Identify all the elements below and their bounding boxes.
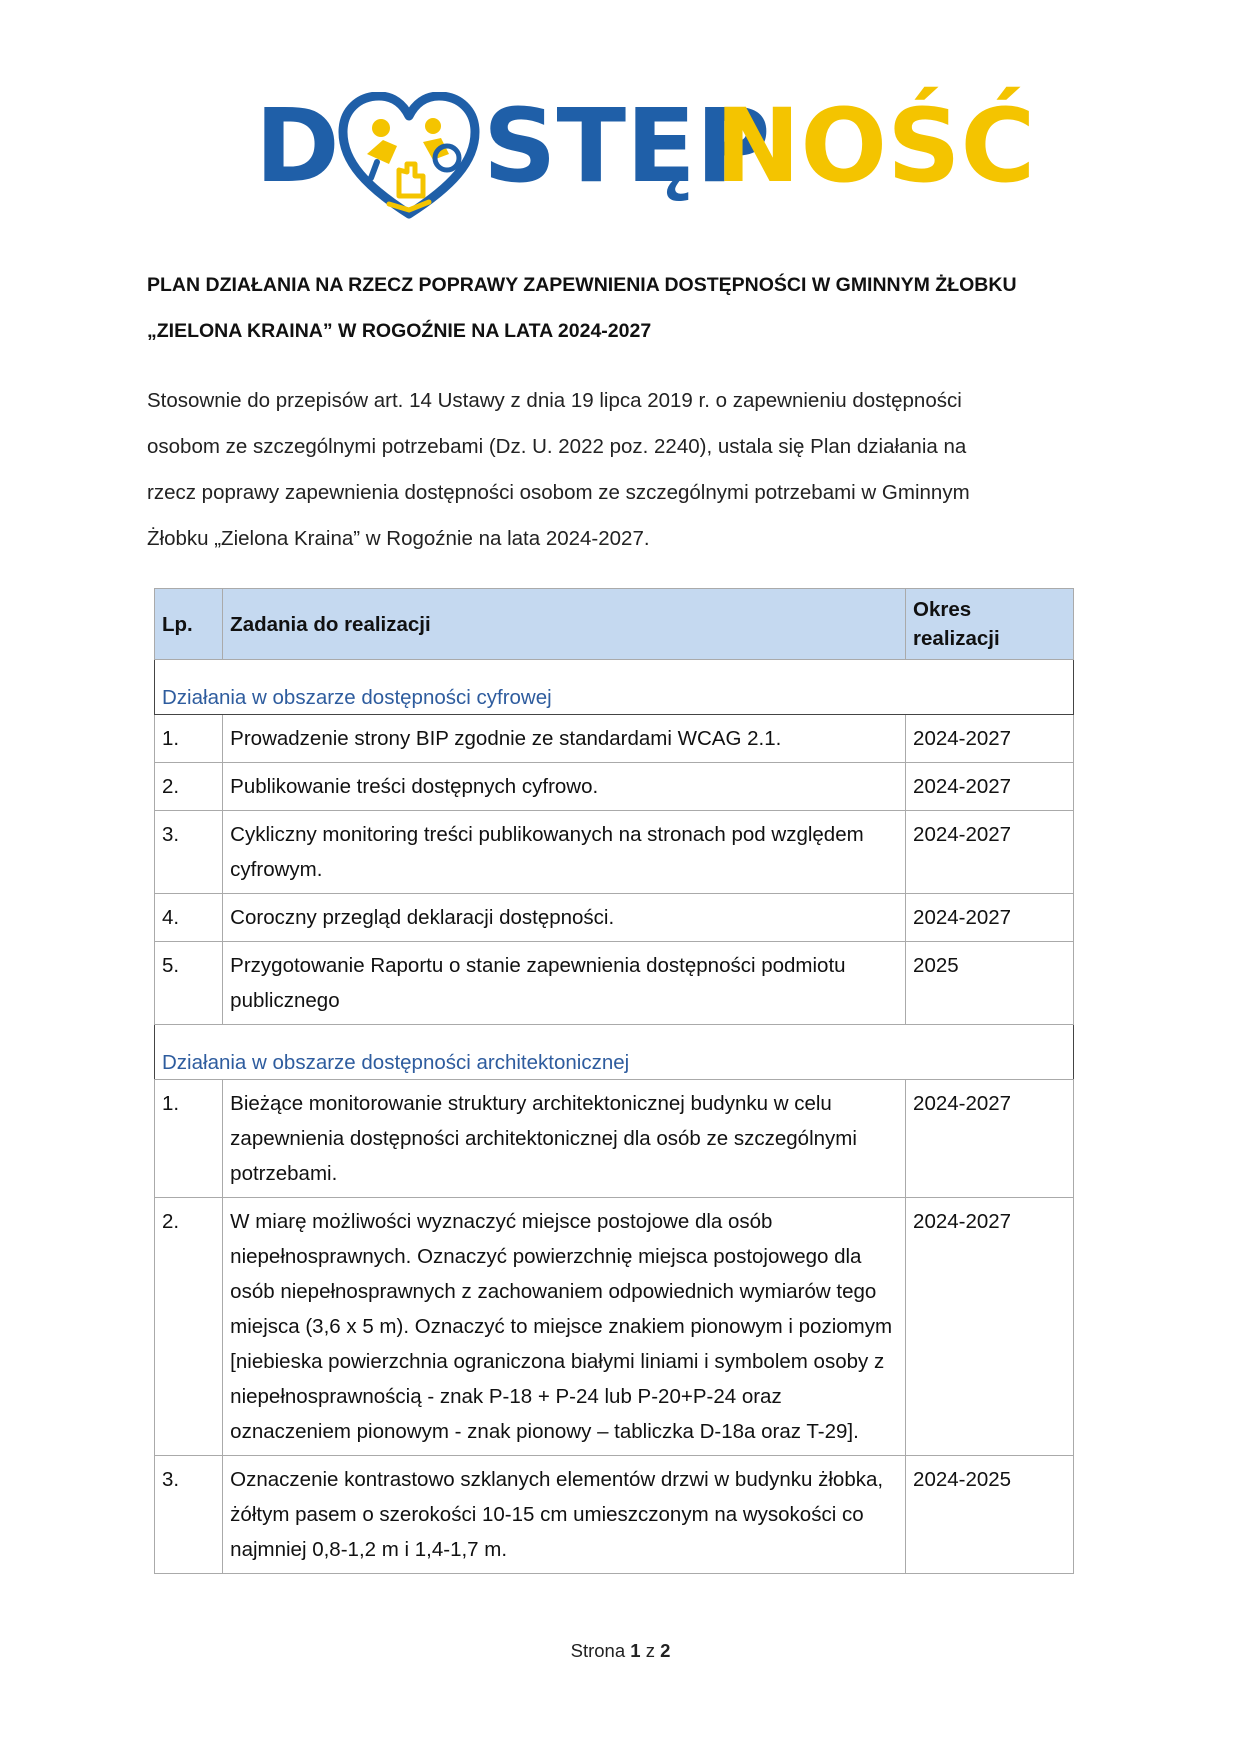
table-row bbox=[155, 1456, 1074, 1574]
logo-word-yellow: NOŚĆ bbox=[715, 87, 1036, 206]
cell-task: Przygotowanie Raportu o stanie zapewnienia dostępności podmiotu publicznego bbox=[223, 942, 906, 1025]
logo-word-blue: STĘP bbox=[483, 87, 771, 206]
title-line: „ZIELONA KRAINA” W ROGOŹNIE NA LATA 2024-2027 bbox=[147, 320, 652, 342]
cell-period: 2024-2027 bbox=[906, 1198, 1074, 1456]
cell-lp: 3. bbox=[155, 1456, 223, 1574]
footer-total-pages: 2 bbox=[660, 1640, 671, 1661]
heart-figures-icon bbox=[337, 92, 482, 222]
header-period-line: Okres bbox=[913, 598, 972, 621]
intro-line: rzecz poprawy zapewnienia dostępności osobom ze szczególnymi potrzebami w Gminnym bbox=[147, 481, 970, 504]
section-title: Działania w obszarze dostępności cyfrowej bbox=[155, 660, 1074, 715]
cell-lp: 2. bbox=[155, 763, 223, 811]
header-lp: Lp. bbox=[155, 589, 223, 660]
cell-period: 2025 bbox=[906, 942, 1074, 1025]
footer-prefix: Strona bbox=[570, 1640, 626, 1661]
cell-lp: 4. bbox=[155, 894, 223, 942]
cell-period: 2024-2027 bbox=[906, 715, 1074, 763]
cell-period: 2024-2027 bbox=[906, 894, 1074, 942]
header-period-line: realizacji bbox=[913, 627, 1000, 650]
section-row-digital bbox=[155, 660, 1074, 715]
intro-paragraph bbox=[147, 378, 1107, 562]
header-task: Zadania do realizacji bbox=[223, 589, 906, 660]
cell-task: Cykliczny monitoring treści publikowanych na stronach pod względem cyfrowym. bbox=[223, 811, 906, 894]
cell-task: W miarę możliwości wyznaczyć miejsce postojowe dla osób niepełnosprawnych. Oznaczyć powierzchnię miejsca postojowego dla osób niepełnosprawnych z zachowaniem odpowiednich wymiarów tego miejsca (3,6 x 5 m). Oznaczyć to miejsce znakiem pionowym i poziomym [niebieska powierzchnia ograniczona białymi liniami i symbolem osoby z niepełnosprawnością - znak P-18 + P-24 lub P-20+P-24 oraz oznaczeniem pionowym - znak pionowy – tabliczka D-18a oraz T-29]. bbox=[223, 1198, 906, 1456]
dostepnosc-logo bbox=[255, 87, 1036, 222]
cell-lp: 1. bbox=[155, 1080, 223, 1198]
logo-letter-d: D bbox=[255, 87, 340, 206]
table-row bbox=[155, 763, 1074, 811]
header-period bbox=[906, 589, 1074, 660]
table-row bbox=[155, 894, 1074, 942]
cell-task: Coroczny przegląd deklaracji dostępności. bbox=[223, 894, 906, 942]
intro-line: osobom ze szczególnymi potrzebami (Dz. U. 2022 poz. 2240), ustala się Plan działania na bbox=[147, 435, 967, 458]
table-row bbox=[155, 1080, 1074, 1198]
footer-page-number: 1 bbox=[630, 1640, 641, 1661]
plan-table bbox=[154, 588, 1074, 1574]
table-header-row bbox=[155, 589, 1074, 660]
cell-task: Publikowanie treści dostępnych cyfrowo. bbox=[223, 763, 906, 811]
table-row bbox=[155, 715, 1074, 763]
cell-period: 2024-2027 bbox=[906, 811, 1074, 894]
intro-line: Żłobku „Zielona Kraina” w Rogoźnie na lata 2024-2027. bbox=[147, 527, 650, 550]
cell-period: 2024-2027 bbox=[906, 1080, 1074, 1198]
cell-task: Bieżące monitorowanie struktury architektonicznej budynku w celu zapewnienia dostępności architektonicznej dla osób ze szczególnymi potrzebami. bbox=[223, 1080, 906, 1198]
table-row bbox=[155, 942, 1074, 1025]
cell-lp: 3. bbox=[155, 811, 223, 894]
intro-line: Stosownie do przepisów art. 14 Ustawy z dnia 19 lipca 2019 r. o zapewnieniu dostępności bbox=[147, 389, 962, 412]
footer-separator: z bbox=[645, 1640, 655, 1661]
section-title: Działania w obszarze dostępności architektonicznej bbox=[155, 1025, 1074, 1080]
table-row bbox=[155, 811, 1074, 894]
document-title bbox=[147, 262, 1107, 354]
page-footer bbox=[0, 1640, 1241, 1662]
cell-period: 2024-2027 bbox=[906, 763, 1074, 811]
cell-task: Oznaczenie kontrastowo szklanych elementów drzwi w budynku żłobka, żółtym pasem o szerokości 10-15 cm umieszczonym na wysokości co najmniej 0,8-1,2 m i 1,4-1,7 m. bbox=[223, 1456, 906, 1574]
cell-lp: 1. bbox=[155, 715, 223, 763]
title-line: PLAN DZIAŁANIA NA RZECZ POPRAWY ZAPEWNIENIA DOSTĘPNOŚCI W GMINNYM ŻŁOBKU bbox=[147, 274, 1017, 296]
cell-period: 2024-2025 bbox=[906, 1456, 1074, 1574]
cell-task: Prowadzenie strony BIP zgodnie ze standardami WCAG 2.1. bbox=[223, 715, 906, 763]
cell-lp: 5. bbox=[155, 942, 223, 1025]
section-row-architecture bbox=[155, 1025, 1074, 1080]
cell-lp: 2. bbox=[155, 1198, 223, 1456]
table-row bbox=[155, 1198, 1074, 1456]
